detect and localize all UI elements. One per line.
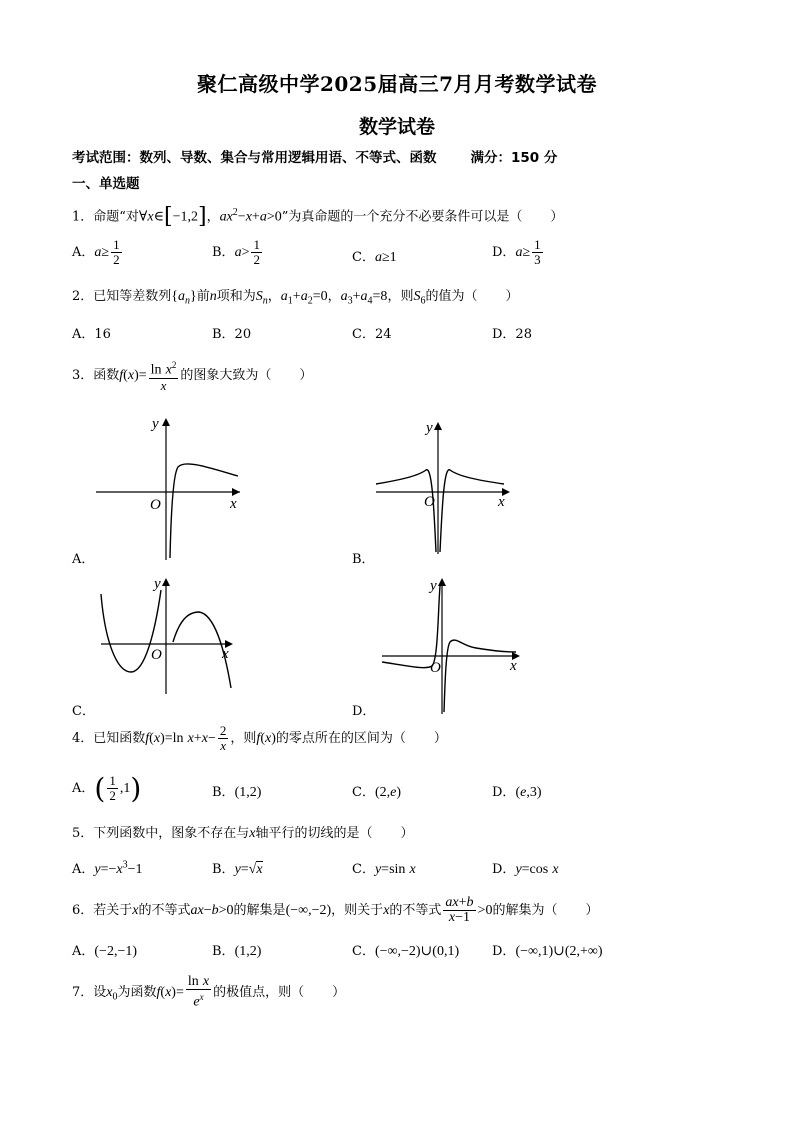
y-label: y bbox=[426, 420, 433, 436]
y-label: y bbox=[430, 578, 437, 594]
graph-b-label: B． bbox=[352, 552, 375, 567]
question-1-stem: 1．命题“对∀x∈[−1,2]，$ax^2-x+a>0$”为真命题的一个充分不必要条件可以是（ ） bbox=[72, 203, 564, 229]
section-heading: 一、单选题 bbox=[72, 176, 140, 192]
question-5-stem: 5．下列函数中，图象不存在与x轴平行的切线的是（ ） bbox=[72, 826, 414, 841]
curve-left bbox=[376, 470, 436, 552]
question-6-stem: 6．若关于x的不等式ax−b>0的解集是(−∞,−2)，则关于x的不等式 $\frac{ax+b}{x-1}$ >0的解集为（ ） bbox=[72, 895, 599, 925]
question-5-option-c[interactable]: C．y=sin x bbox=[352, 862, 416, 877]
graph-c[interactable] bbox=[95, 572, 245, 697]
curve bbox=[170, 464, 238, 558]
y-axis-arrow-icon bbox=[438, 578, 446, 586]
graph-c-label: C． bbox=[72, 704, 95, 719]
y-label: y bbox=[154, 576, 161, 592]
y-label: y bbox=[152, 416, 159, 432]
question-6-option-d[interactable]: D．(−∞,1)∪(2,+∞) bbox=[492, 944, 603, 959]
graph-d[interactable] bbox=[378, 572, 528, 717]
question-5-option-b[interactable]: B．y=√x bbox=[212, 862, 263, 877]
y-axis-arrow-icon bbox=[434, 422, 442, 430]
x-label: x bbox=[510, 658, 517, 674]
question-5-option-d[interactable]: D．y=cos x bbox=[492, 862, 559, 877]
question-4-option-b[interactable]: B．(1,2) bbox=[212, 785, 262, 800]
question-2-option-d[interactable]: D．28 bbox=[492, 327, 532, 342]
question-4-stem: 4．已知函数f(x)=ln x+x− $\frac{2}{x}$ ，则f(x)的零点所在的区间为（ ） bbox=[72, 723, 447, 753]
question-4-option-a[interactable]: A．( $\frac{1}{2}$ ,1) bbox=[72, 772, 142, 805]
graph-d-label: D． bbox=[352, 704, 376, 719]
x-label: x bbox=[230, 496, 237, 512]
question-6-option-b[interactable]: B．(1,2) bbox=[212, 944, 262, 959]
origin-label: O bbox=[150, 497, 161, 513]
question-2-option-a[interactable]: A．16 bbox=[72, 327, 111, 342]
question-2-option-b[interactable]: B．20 bbox=[212, 327, 252, 342]
origin-label: O bbox=[430, 660, 441, 676]
graph-b[interactable] bbox=[370, 418, 520, 558]
page-title: 聚仁高级中学2025届高三7月月考数学试卷 bbox=[196, 72, 598, 96]
x-axis-arrow-icon bbox=[232, 488, 240, 496]
scope-label: 考试范围：数列、导数、集合与常用逻辑用语、不等式、函数 bbox=[72, 150, 437, 166]
question-1-option-a[interactable]: A．a≥ $\frac{1}{2}$ bbox=[72, 237, 120, 267]
origin-label: O bbox=[151, 647, 162, 663]
question-1-option-b[interactable]: B．a> $\frac{1}{2}$ bbox=[212, 237, 260, 267]
question-5-option-a[interactable]: A．$y=-x^3-1$ bbox=[72, 859, 143, 877]
question-6-option-a[interactable]: A．(−2,−1) bbox=[72, 944, 138, 959]
question-7-stem: 7．设$x_0$为函数f(x)= $\frac{\text{ln x}}{e^x}$ 的极值点，则（ ） bbox=[72, 974, 346, 1010]
graph-a-label: A． bbox=[72, 552, 95, 567]
exam-scope bbox=[72, 146, 557, 166]
y-axis-arrow-icon bbox=[162, 418, 170, 426]
question-4-option-c[interactable]: C．(2,e) bbox=[352, 785, 402, 800]
question-2-option-c[interactable]: C．24 bbox=[352, 327, 392, 342]
question-6-option-c[interactable]: C．(−∞,−2)∪(0,1) bbox=[352, 944, 460, 959]
x-label: x bbox=[498, 494, 505, 510]
score-label: 满分：150 分 bbox=[470, 150, 558, 166]
curve-right bbox=[440, 470, 504, 552]
question-4-option-d[interactable]: D．(e,3) bbox=[492, 785, 542, 800]
curve-right bbox=[444, 640, 516, 712]
graph-a[interactable] bbox=[90, 412, 250, 562]
question-1-option-c[interactable]: C．a≥1 bbox=[352, 250, 397, 265]
question-1-option-d[interactable]: D．a≥ $\frac{1}{3}$ bbox=[492, 237, 541, 267]
origin-label: O bbox=[424, 494, 435, 510]
page-subtitle: 数学试卷 bbox=[358, 116, 435, 138]
y-axis-arrow-icon bbox=[162, 578, 170, 586]
x-label: x bbox=[222, 646, 229, 662]
question-3-stem: 3．函数f(x)= $\frac{\ln x^2}{x}$ 的图象大致为（ ） bbox=[72, 360, 313, 393]
question-2-stem: 2．已知等差数列$\{a_n\}$前n项和为$S_n$，$a_1+a_2=0$，$a_3+a_4=8$，则$S_6$的值为（ ） bbox=[72, 289, 519, 307]
